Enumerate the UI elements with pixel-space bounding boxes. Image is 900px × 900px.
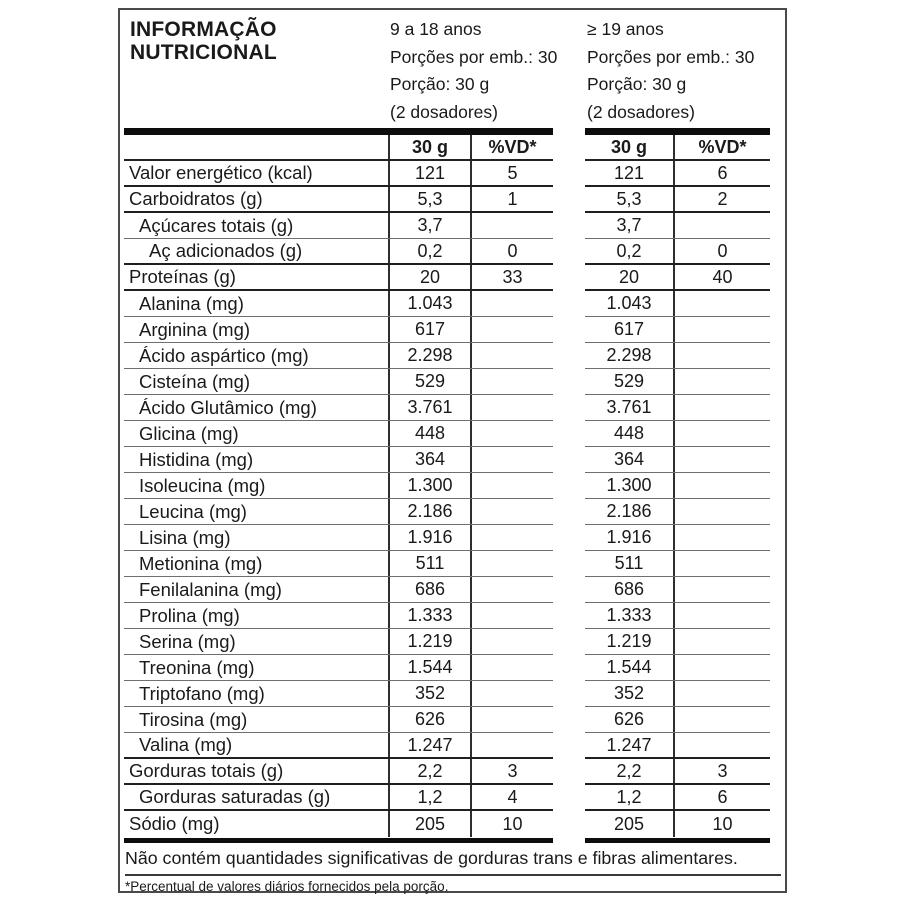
amount-value-group1: 1.043 bbox=[388, 291, 470, 316]
dv-value-group2 bbox=[673, 655, 770, 680]
dv-value-group2: 6 bbox=[673, 785, 770, 809]
group-gap bbox=[553, 811, 585, 837]
group-gap bbox=[553, 577, 585, 603]
dv-value-group1 bbox=[470, 447, 553, 472]
dv-value-group1 bbox=[470, 629, 553, 654]
nutrient-label: Fenilalanina (mg) bbox=[139, 578, 282, 600]
dv-value-group2 bbox=[673, 629, 770, 654]
nutrient-label: Ácido Glutâmico (mg) bbox=[139, 396, 317, 418]
group-gap bbox=[553, 265, 585, 291]
nutrient-label: Arginina (mg) bbox=[139, 318, 251, 340]
nutrient-label: Serina (mg) bbox=[139, 630, 236, 652]
table-row bbox=[124, 759, 770, 785]
table-row bbox=[124, 681, 770, 707]
group-gap bbox=[553, 499, 585, 525]
amount-value-group1: 448 bbox=[388, 421, 470, 446]
dv-value-group1 bbox=[470, 603, 553, 628]
no-significant-amounts-note: Não contém quantidades significativas de gorduras trans e fibras alimentares. bbox=[125, 848, 781, 876]
table-row bbox=[124, 265, 770, 291]
dv-value-group1: 3 bbox=[470, 759, 553, 783]
nutrient-label: Glicina (mg) bbox=[139, 422, 239, 444]
group-gap bbox=[553, 161, 585, 187]
group-gap bbox=[553, 759, 585, 785]
dv-value-group2 bbox=[673, 525, 770, 550]
group-gap bbox=[553, 655, 585, 681]
group-header-19plus bbox=[587, 16, 754, 126]
amount-value-group1: 1.247 bbox=[388, 733, 470, 757]
table-row bbox=[124, 213, 770, 239]
top-divider-bar-right bbox=[585, 128, 770, 135]
amount-value-group1: 1,2 bbox=[388, 785, 470, 809]
amount-value-group2: 1.300 bbox=[606, 475, 652, 495]
dv-value-group2 bbox=[673, 707, 770, 732]
amount-value-group2: 3,7 bbox=[616, 215, 642, 235]
group-gap bbox=[553, 213, 585, 239]
amount-value-group1: 2.298 bbox=[388, 343, 470, 368]
group-gap bbox=[553, 135, 585, 161]
group-gap bbox=[553, 603, 585, 629]
amount-value-group1: 626 bbox=[388, 707, 470, 732]
group-gap bbox=[553, 473, 585, 499]
nutrient-label: Triptofano (mg) bbox=[139, 682, 265, 704]
dv-value-group2 bbox=[673, 421, 770, 446]
nutrition-table bbox=[118, 8, 787, 893]
amount-value-group2: 1.043 bbox=[606, 293, 652, 313]
table-row bbox=[124, 473, 770, 499]
amount-value-group1: 617 bbox=[388, 317, 470, 342]
group-gap bbox=[553, 239, 585, 265]
column-header-amount-group2: 30 g bbox=[610, 136, 648, 157]
nutrient-label: Cisteína (mg) bbox=[139, 370, 251, 392]
amount-value-group1: 686 bbox=[388, 577, 470, 602]
table-row bbox=[124, 551, 770, 577]
nutrient-label: Treonina (mg) bbox=[139, 656, 255, 678]
dv-value-group1: 1 bbox=[470, 187, 553, 211]
table-row bbox=[124, 317, 770, 343]
dv-value-group2 bbox=[673, 473, 770, 498]
group-gap bbox=[553, 447, 585, 473]
nutrient-label: Leucina (mg) bbox=[139, 500, 247, 522]
amount-value-group2: 626 bbox=[613, 709, 645, 729]
amount-value-group2: 448 bbox=[613, 423, 645, 443]
dv-value-group1 bbox=[470, 369, 553, 394]
amount-value-group2: 20 bbox=[618, 266, 640, 287]
amount-value-group1: 1.544 bbox=[388, 655, 470, 680]
nutrient-label: Alanina (mg) bbox=[139, 292, 244, 314]
servings-per-pack-text: Porções por emb.: 30 bbox=[390, 46, 558, 67]
group-gap bbox=[553, 525, 585, 551]
dv-value-group2 bbox=[673, 395, 770, 420]
group-gap bbox=[553, 785, 585, 811]
table-row bbox=[124, 161, 770, 187]
dv-value-group1: 5 bbox=[470, 161, 553, 185]
table-row bbox=[124, 733, 770, 759]
dv-value-group2 bbox=[673, 447, 770, 472]
table-row bbox=[124, 447, 770, 473]
group-gap bbox=[553, 369, 585, 395]
amount-value-group2: 352 bbox=[613, 683, 645, 703]
column-header-amount-group1: 30 g bbox=[388, 135, 470, 159]
dv-value-group1 bbox=[470, 551, 553, 576]
amount-value-group2: 617 bbox=[613, 319, 645, 339]
dv-value-group2 bbox=[673, 733, 770, 757]
dv-value-group2: 40 bbox=[673, 265, 770, 289]
table-row bbox=[124, 187, 770, 213]
dv-value-group2 bbox=[673, 603, 770, 628]
amount-value-group1: 5,3 bbox=[388, 187, 470, 211]
table-rows bbox=[124, 161, 770, 837]
amount-value-group1: 20 bbox=[388, 265, 470, 289]
dv-value-group2: 0 bbox=[673, 239, 770, 263]
dv-value-group1 bbox=[470, 291, 553, 316]
group-gap bbox=[553, 187, 585, 213]
dv-value-group2: 2 bbox=[673, 187, 770, 211]
dv-value-group2 bbox=[673, 499, 770, 524]
dv-value-group1 bbox=[470, 317, 553, 342]
nutrient-label: Metionina (mg) bbox=[139, 552, 263, 574]
amount-value-group1: 364 bbox=[388, 447, 470, 472]
dv-value-group2 bbox=[673, 551, 770, 576]
table-row bbox=[124, 499, 770, 525]
dv-value-group2 bbox=[673, 343, 770, 368]
age-range-text: 9 a 18 anos bbox=[390, 19, 482, 39]
amount-value-group1: 1.333 bbox=[388, 603, 470, 628]
nutrient-label: Aç adicionados (g) bbox=[149, 240, 303, 261]
nutrient-label: Histidina (mg) bbox=[139, 448, 254, 470]
dv-value-group1 bbox=[470, 421, 553, 446]
table-row bbox=[124, 369, 770, 395]
dv-value-group1 bbox=[470, 213, 553, 238]
amount-value-group2: 1.333 bbox=[606, 605, 652, 625]
nutrient-label: Gorduras totais (g) bbox=[129, 760, 284, 781]
table-title bbox=[130, 18, 277, 64]
column-header-dv-group1: %VD* bbox=[470, 135, 553, 159]
amount-value-group1: 0,2 bbox=[388, 239, 470, 263]
amount-value-group1: 2,2 bbox=[388, 759, 470, 783]
amount-value-group1: 352 bbox=[388, 681, 470, 706]
group-gap bbox=[553, 421, 585, 447]
bottom-divider-bar-right bbox=[585, 838, 770, 843]
servings-per-pack-text: Porções por emb.: 30 bbox=[587, 46, 755, 67]
dv-value-group1: 33 bbox=[470, 265, 553, 289]
amount-value-group1: 1.300 bbox=[388, 473, 470, 498]
amount-value-group2: 511 bbox=[614, 553, 644, 573]
group-gap bbox=[553, 291, 585, 317]
dv-value-group1 bbox=[470, 395, 553, 420]
group-gap bbox=[553, 707, 585, 733]
nutrient-label: Prolina (mg) bbox=[139, 604, 240, 626]
amount-value-group1: 205 bbox=[388, 811, 470, 837]
scoops-text: (2 dosadores) bbox=[390, 101, 498, 122]
nutrient-label: Ácido aspártico (mg) bbox=[139, 344, 309, 366]
group-header-9-18 bbox=[390, 16, 557, 126]
dv-value-group2 bbox=[673, 369, 770, 394]
dv-value-group1 bbox=[470, 681, 553, 706]
dv-value-group1: 10 bbox=[470, 811, 553, 837]
table-row bbox=[124, 785, 770, 811]
amount-value-group2: 529 bbox=[613, 371, 645, 391]
amount-value-group1: 121 bbox=[388, 161, 470, 185]
amount-value-group1: 1.219 bbox=[388, 629, 470, 654]
column-header-row bbox=[124, 135, 770, 161]
dv-value-group1 bbox=[470, 343, 553, 368]
amount-value-group2: 121 bbox=[613, 162, 645, 183]
amount-value-group2: 0,2 bbox=[616, 240, 642, 261]
dv-value-group1 bbox=[470, 499, 553, 524]
amount-value-group2: 1.916 bbox=[606, 527, 652, 547]
amount-value-group2: 2.298 bbox=[606, 345, 652, 365]
group-gap bbox=[553, 681, 585, 707]
amount-value-group2: 2,2 bbox=[616, 760, 642, 781]
amount-value-group1: 2.186 bbox=[388, 499, 470, 524]
serving-size-text: Porção: 30 g bbox=[587, 74, 687, 94]
dv-value-group2: 10 bbox=[673, 811, 770, 837]
dv-value-group1 bbox=[470, 577, 553, 602]
table-row bbox=[124, 603, 770, 629]
dv-value-group1: 0 bbox=[470, 239, 553, 263]
table-row bbox=[124, 525, 770, 551]
dv-value-group1 bbox=[470, 707, 553, 732]
dv-value-group1 bbox=[470, 655, 553, 680]
dv-value-group1 bbox=[470, 525, 553, 550]
amount-value-group2: 1.247 bbox=[606, 734, 652, 755]
group-gap bbox=[553, 395, 585, 421]
amount-value-group2: 5,3 bbox=[616, 188, 642, 209]
table-row bbox=[124, 655, 770, 681]
amount-value-group1: 3,7 bbox=[388, 213, 470, 238]
nutrient-label: Sódio (mg) bbox=[129, 813, 220, 834]
amount-value-group2: 1,2 bbox=[616, 786, 642, 807]
dv-value-group2 bbox=[673, 317, 770, 342]
table-row bbox=[124, 395, 770, 421]
amount-value-group1: 1.916 bbox=[388, 525, 470, 550]
amount-value-group1: 529 bbox=[388, 369, 470, 394]
table-row bbox=[124, 629, 770, 655]
amount-value-group1: 511 bbox=[388, 551, 470, 576]
dv-value-group1: 4 bbox=[470, 785, 553, 809]
group-gap bbox=[553, 317, 585, 343]
table-title-line2: NUTRICIONAL bbox=[130, 41, 277, 64]
dv-value-group1 bbox=[470, 473, 553, 498]
dv-value-group1 bbox=[470, 733, 553, 757]
age-range-text: ≥ 19 anos bbox=[587, 19, 664, 39]
table-title-line1: INFORMAÇÃO bbox=[130, 18, 277, 41]
table-row bbox=[124, 421, 770, 447]
dv-value-group2 bbox=[673, 291, 770, 316]
group-gap bbox=[553, 629, 585, 655]
column-header-spacer bbox=[124, 135, 388, 159]
column-header-dv-group2: %VD* bbox=[673, 135, 770, 159]
table-row bbox=[124, 577, 770, 603]
nutrient-label: Tirosina (mg) bbox=[139, 708, 248, 730]
amount-value-group2: 205 bbox=[613, 813, 645, 834]
dv-value-group2 bbox=[673, 681, 770, 706]
amount-value-group2: 2.186 bbox=[606, 501, 652, 521]
nutrient-label: Proteínas (g) bbox=[129, 266, 236, 287]
scoops-text: (2 dosadores) bbox=[587, 101, 695, 122]
top-divider-bar-left bbox=[124, 128, 553, 135]
amount-value-group2: 3.761 bbox=[606, 397, 652, 417]
amount-value-group2: 1.219 bbox=[606, 631, 652, 651]
amount-value-group2: 1.544 bbox=[606, 657, 652, 677]
nutrient-label: Carboidratos (g) bbox=[129, 188, 263, 209]
daily-value-footnote: *Percentual de valores diários fornecidos pela porção. bbox=[125, 879, 449, 894]
dv-value-group2: 3 bbox=[673, 759, 770, 783]
group-gap bbox=[553, 733, 585, 759]
dv-value-group2: 6 bbox=[673, 161, 770, 185]
serving-size-text: Porção: 30 g bbox=[390, 74, 490, 94]
amount-value-group2: 686 bbox=[613, 579, 645, 599]
table-row bbox=[124, 239, 770, 265]
nutrient-label: Gorduras saturadas (g) bbox=[139, 786, 331, 807]
table-row bbox=[124, 291, 770, 317]
nutrient-label: Valina (mg) bbox=[139, 734, 233, 755]
nutrient-label: Isoleucina (mg) bbox=[139, 474, 266, 496]
nutrient-label: Lisina (mg) bbox=[139, 526, 231, 548]
table-row bbox=[124, 343, 770, 369]
dv-value-group2 bbox=[673, 577, 770, 602]
nutrient-label: Açúcares totais (g) bbox=[139, 214, 294, 236]
group-gap bbox=[553, 343, 585, 369]
dv-value-group2 bbox=[673, 213, 770, 238]
bottom-divider-bar-left bbox=[124, 838, 553, 843]
table-row bbox=[124, 707, 770, 733]
amount-value-group2: 364 bbox=[613, 449, 645, 469]
table-row bbox=[124, 811, 770, 837]
nutrient-label: Valor energético (kcal) bbox=[129, 162, 313, 183]
group-gap bbox=[553, 551, 585, 577]
amount-value-group1: 3.761 bbox=[388, 395, 470, 420]
